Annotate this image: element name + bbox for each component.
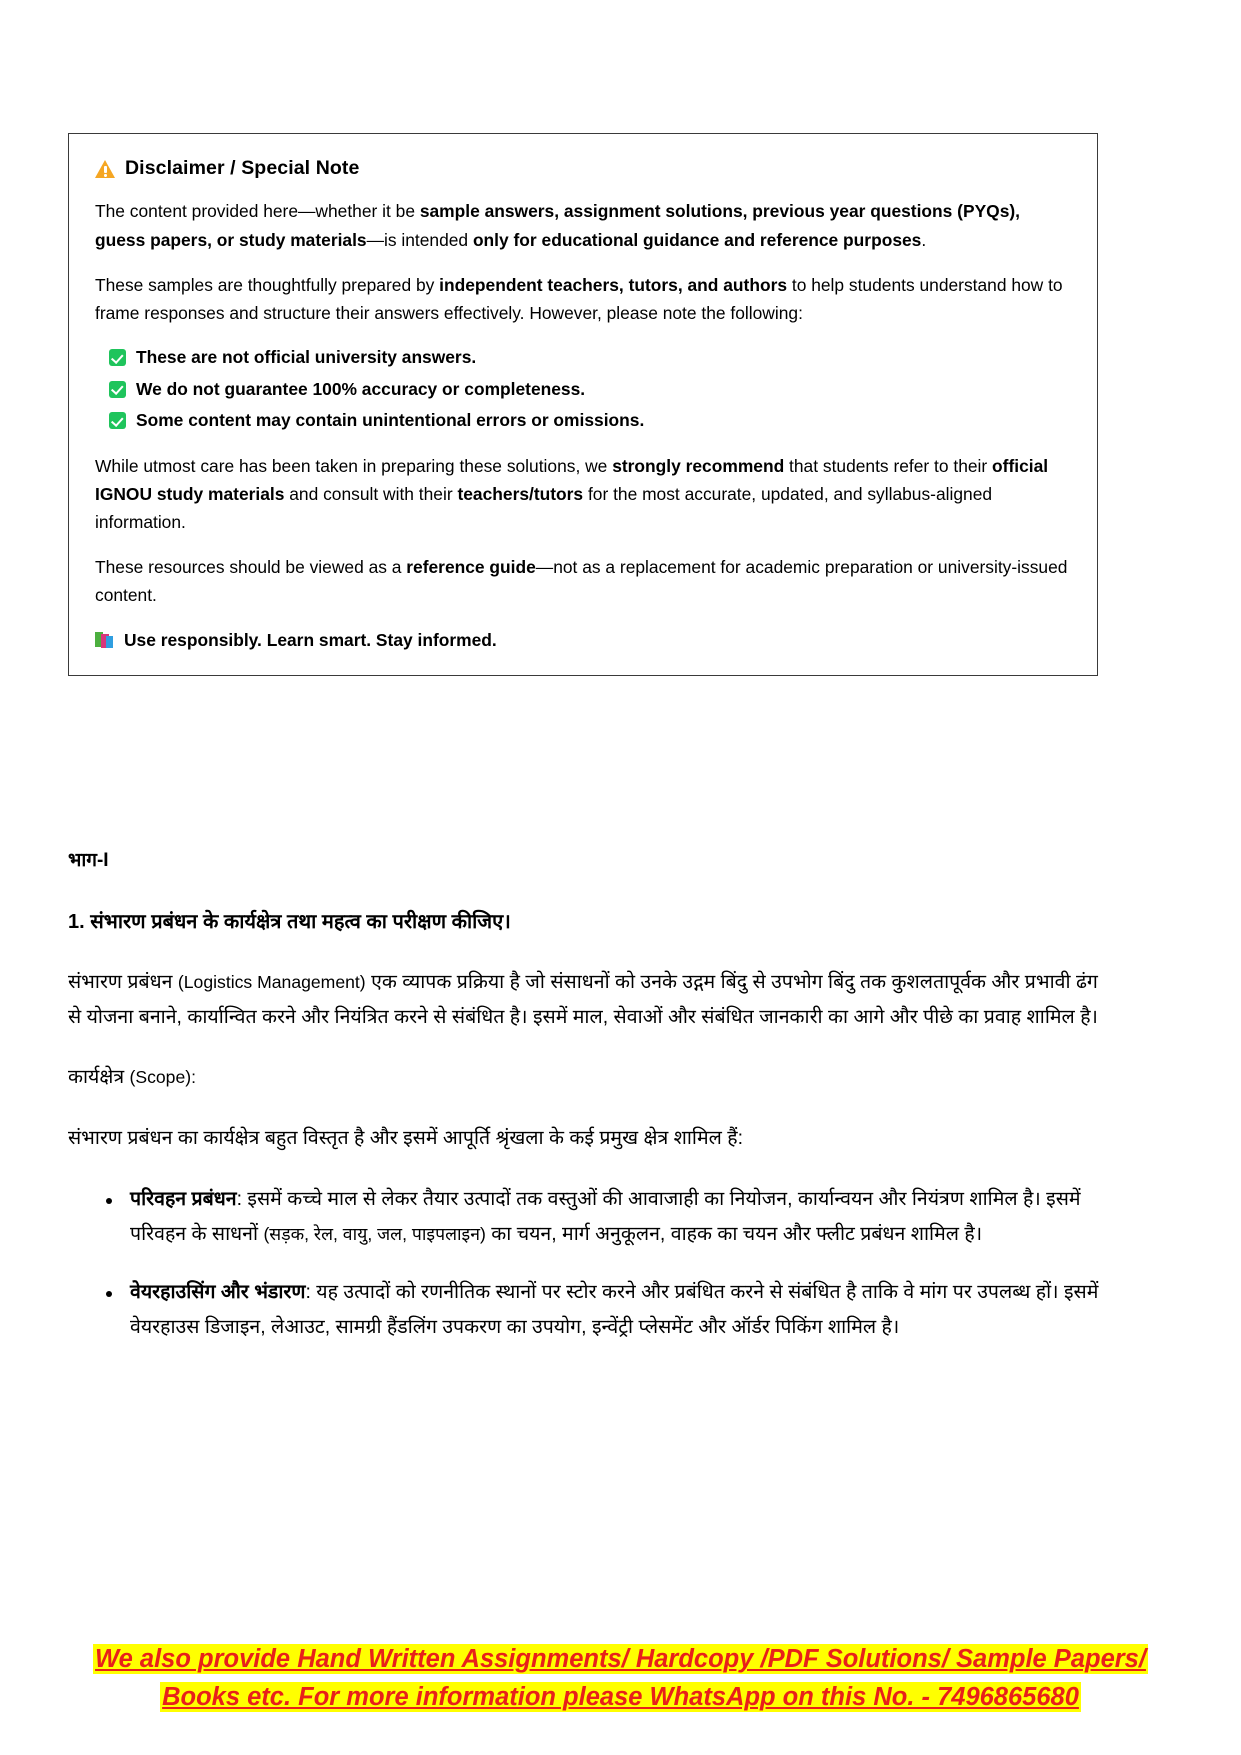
para4-bold-1: reference guide (406, 557, 536, 578)
bullet-text-a: : यह उत्पादों को रणनीतिक स्थानों पर स्टोर करने और प्रबंधित करने से संबंधित है ताकि वे मांग पर उपलब्ध हों। इसमें वेयरहाउस डिजाइन, लेआउट, सामग्री हैंडलिंग उपकरण का उपयोग, इन्वेंट्री प्लेसमेंट और ऑर्डर पिकिंग शामिल है। (130, 1281, 1099, 1338)
disclaimer-box (68, 133, 1098, 676)
para2-text-a: These samples are thoughtfully prepared by (95, 274, 440, 295)
bullet-title: परिवहन प्रबंधन (130, 1187, 237, 1210)
scope-label-hindi: कार्यक्षेत्र (68, 1066, 130, 1089)
para3-bold-2: official IGNOU study materials (95, 455, 1049, 504)
bullet-text-a: : इसमें कच्चे माल से लेकर तैयार उत्पादों तक वस्तुओं की आवाजाही का नियोजन, कार्यान्वयन और नियंत्रण शामिल है। इसमें परिवहन के साधनों (130, 1187, 1081, 1245)
green-check-icon (109, 412, 126, 429)
para3-text-a: While utmost care has been taken in preparing these solutions, we (95, 455, 613, 476)
bullet-text-latin: (सड़क, रेल, वायु, जल, पाइपलाइन) (263, 1223, 486, 1244)
disclaimer-closing-text: Use responsibly. Learn smart. Stay informed. (124, 629, 497, 650)
promo-footer-text-2: Books etc. For more information please WhatsApp on this No. - 7496865680 (162, 1683, 1079, 1712)
answer-body (68, 965, 1108, 1369)
para4-text-a: These resources should be viewed as a (95, 557, 407, 578)
promo-footer-text-1: We also provide Hand Written Assignments/ Hardcopy /PDF Solutions/ Sample Papers/ (95, 1645, 1146, 1673)
disclaimer-paragraph-2 (95, 271, 1071, 327)
warning-triangle-icon (95, 159, 116, 178)
promo-footer-line-1 (0, 1640, 1241, 1678)
scope-label-latin: (Scope): (129, 1067, 196, 1088)
scope-intro-paragraph: संभारण प्रबंधन का कार्यक्षेत्र बहुत विस्तृत है और इसमें आपूर्ति श्रृंखला के कई प्रमुख क्षेत्र शामिल हैं: (68, 1127, 744, 1150)
disclaimer-paragraph-4 (95, 553, 1071, 609)
disclaimer-paragraph-1 (95, 197, 1071, 253)
scope-bullet-list (68, 1182, 1108, 1345)
intro-text-latin: (Logistics Management) (177, 972, 366, 992)
disclaimer-checklist (95, 344, 1071, 435)
promo-footer (0, 1640, 1241, 1717)
disclaimer-paragraph-3 (95, 452, 1071, 537)
para2-bold-1: independent teachers, tutors, and authors (439, 274, 788, 295)
disclaimer-title-row (95, 156, 1071, 181)
green-check-icon (109, 381, 126, 398)
checklist-item (109, 344, 1071, 372)
checklist-item-label: These are not official university answers. (136, 347, 477, 368)
intro-paragraph (68, 965, 1108, 1034)
para2-text-b: to help students understand how to frame responses and structure their answers effectively. However, please note the following: (95, 274, 1063, 323)
para3-text-b: that students refer to their (784, 455, 993, 476)
disclaimer-closing-row (95, 627, 1071, 653)
para1-text-b: —is intended (366, 229, 473, 250)
bullet-title: वेयरहाउसिंग और भंडारण (130, 1281, 306, 1304)
checklist-item (109, 407, 1071, 435)
para3-bold-1: strongly recommend (612, 455, 785, 476)
checklist-item-label: Some content may contain unintentional errors or omissions. (136, 410, 645, 431)
checklist-item-label: We do not guarantee 100% accuracy or completeness. (136, 378, 586, 399)
bullet-text-b: का चयन, मार्ग अनुकूलन, वाहक का चयन और फ्लीट प्रबंधन शामिल है। (485, 1222, 983, 1245)
green-check-icon (109, 349, 126, 366)
promo-footer-line-2 (0, 1678, 1241, 1716)
para1-text-a: The content provided here—whether it be (95, 201, 420, 222)
scope-label (68, 1060, 1108, 1095)
books-icon (95, 630, 115, 649)
list-item (68, 1182, 1108, 1251)
question-heading: 1. संभारण प्रबंधन के कार्यक्षेत्र तथा महत्व का परीक्षण कीजिए। (68, 911, 511, 933)
intro-text-b: एक व्यापक प्रक्रिया है जो संसाधनों को उनके उद्गम बिंदु से उपभोग बिंदु तक कुशलतापूर्वक और प्रभावी ढंग से योजना बनाने, कार्यान्वित करने और नियंत्रित करने से संबंधित है। इसमें माल, सेवाओं और संबंधित जानकारी का आगे और पीछे का प्रवाह शामिल है। (68, 971, 1098, 1028)
para3-text-c: and consult with their (284, 483, 458, 504)
intro-text-a: संभारण प्रबंधन (68, 971, 178, 993)
para4-text-b: —not as a replacement for academic preparation or university-issued content. (95, 557, 1068, 606)
disclaimer-title: Disclaimer / Special Note (125, 157, 360, 179)
para1-bold-1: sample answers, assignment solutions, previous year questions (PYQs), guess papers, or study materials (95, 201, 1020, 250)
part-heading: भाग-I (68, 850, 109, 871)
para3-text-d: for the most accurate, updated, and syllabus-aligned information. (95, 483, 993, 532)
checklist-item (109, 376, 1071, 404)
para3-bold-3: teachers/tutors (457, 483, 584, 504)
para1-text-c: . (921, 229, 927, 250)
para1-bold-2: only for educational guidance and reference purposes (472, 229, 922, 250)
list-item (68, 1275, 1108, 1344)
